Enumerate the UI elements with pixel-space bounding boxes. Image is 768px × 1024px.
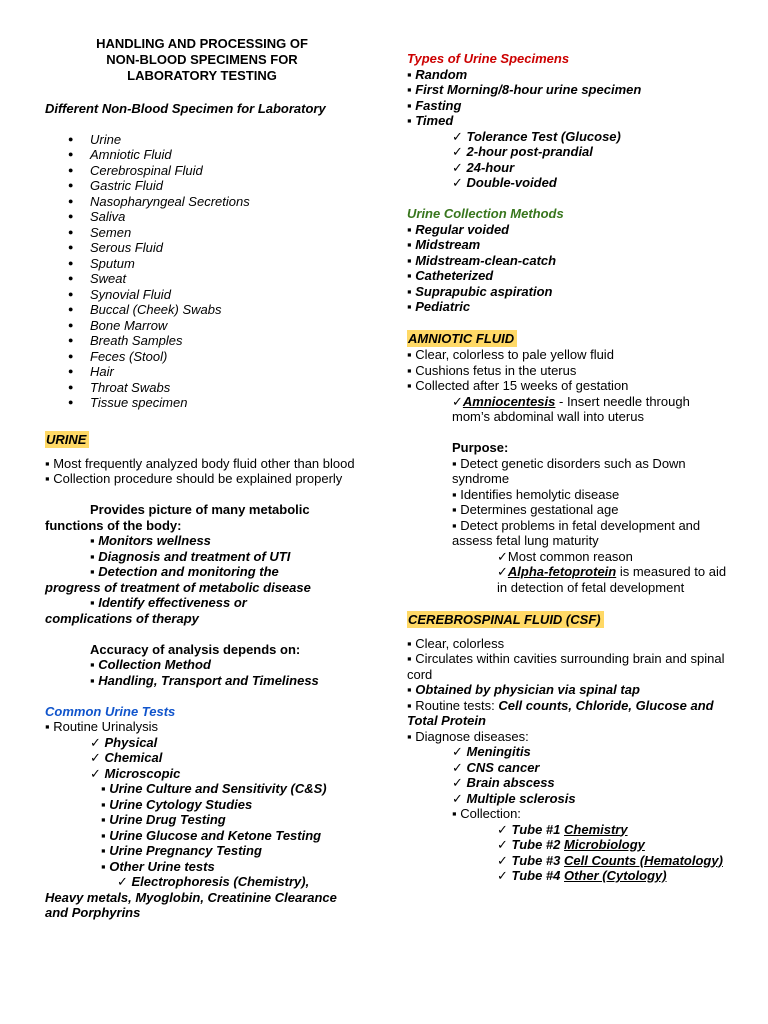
routine-check: ✓ Chemical — [90, 750, 163, 765]
specimen-item: ● Semen — [45, 225, 363, 241]
urine-type-item: ▪ First Morning/8-hour urine specimen — [407, 82, 642, 97]
urine-point: ▪ Collection procedure should be explained properly — [45, 471, 343, 486]
csf-routine-tests — [407, 698, 729, 729]
specimen-item: ● Cerebrospinal Fluid — [45, 163, 363, 179]
amniotic-point: ▪ Collected after 15 weeks of gestation — [407, 378, 629, 393]
urine-types-heading: Types of Urine Specimens — [407, 51, 570, 66]
title-line-1: HANDLING AND PROCESSING OF — [96, 36, 308, 51]
purpose-point: ▪ Detect problems in fetal development and assess fetal lung maturity — [452, 517, 701, 548]
left-column — [45, 36, 363, 921]
specimen-item: ● Amniotic Fluid — [45, 147, 363, 163]
amniotic-point: ▪ Cushions fetus in the uterus — [407, 362, 577, 378]
tube-prefix: ✓ Tube #3 — [497, 852, 565, 868]
csf-disease: ✓ Multiple sclerosis — [452, 790, 576, 806]
tube-name: Other (Cytology) — [564, 868, 667, 883]
purpose-point: ▪ Identifies hemolytic disease — [452, 486, 620, 502]
urine-type-item: ▪ Fasting — [407, 97, 462, 113]
metabolic-item: ▪ Diagnosis and treatment of UTI — [90, 548, 291, 564]
specimen-item: ● Sputum — [45, 256, 363, 272]
csf-disease: ✓ Brain abscess — [452, 775, 555, 790]
document-title — [45, 36, 363, 84]
collection-method-item: ▪ Suprapubic aspiration — [407, 283, 553, 299]
specimen-item: ● Bone Marrow — [45, 318, 363, 334]
amniocentesis-item — [407, 394, 729, 425]
specimen-item: ● Breath Samples — [45, 333, 363, 349]
metabolic-item: progress of treatment of metabolic disease — [45, 579, 311, 595]
specimen-list — [45, 132, 363, 411]
csf-routine-list: Cell counts, Chloride, Glucose and Total Protein — [407, 697, 714, 728]
specimen-item: ● Throat Swabs — [45, 380, 363, 396]
routine-check: ✓ Physical — [90, 734, 158, 750]
csf-tube — [407, 868, 729, 884]
timed-check: ✓ Double-voided — [452, 175, 557, 190]
urine-test-item: ▪ Urine Glucose and Ketone Testing — [101, 827, 322, 843]
electrophoresis-item: ✓ Electrophoresis (Chemistry), — [117, 874, 310, 889]
urine-test-item: ▪ Urine Drug Testing — [101, 812, 226, 827]
csf-disease: ✓ CNS cancer — [452, 759, 540, 775]
collection-method-item: ▪ Catheterized — [407, 268, 494, 283]
csf-collection: ▪ Collection: — [452, 806, 521, 821]
title-line-2: NON-BLOOD SPECIMENS FOR — [106, 52, 298, 67]
amniocentesis-desc: - Insert needle through mom’s abdominal wall into uterus — [452, 393, 690, 424]
urine-tests-heading: Common Urine Tests — [45, 703, 176, 719]
collection-method-item: ▪ Pediatric — [407, 299, 471, 314]
afp-desc: is measured to aid in detection of fetal development — [497, 564, 727, 595]
metabolic-item: complications of therapy — [45, 610, 199, 626]
urine-test-item: ▪ Urine Cytology Studies — [101, 796, 253, 812]
routine-check: ✓ Microscopic — [90, 765, 181, 781]
urine-type-item: ▪ Random — [407, 66, 468, 82]
timed-check: ✓ 24-hour — [452, 159, 515, 175]
purpose-point: ▪ Determines gestational age — [452, 502, 619, 517]
specimen-item: ● Hair — [45, 364, 363, 380]
urine-test-item: ▪ Other Urine tests — [101, 858, 215, 874]
metabolic-item: ▪ Detection and monitoring the — [90, 564, 279, 579]
afp-item — [407, 564, 729, 595]
tube-prefix: ✓ Tube #4 — [497, 868, 565, 883]
electrophoresis-continued: Heavy metals, Myoglobin, Creatinine Clearance and Porphyrins — [45, 889, 337, 920]
csf-tube — [407, 837, 729, 853]
specimen-item: ● Sweat — [45, 271, 363, 287]
accuracy-item: ▪ Handling, Transport and Timeliness — [90, 672, 319, 688]
tube-name: Microbiology — [564, 837, 645, 852]
csf-disease: ✓ Meningitis — [452, 744, 531, 759]
specimen-item: ● Synovial Fluid — [45, 287, 363, 303]
metabolic-item: ▪ Monitors wellness — [90, 533, 211, 548]
purpose-heading: Purpose: — [452, 440, 509, 455]
purpose-point: ▪ Detect genetic disorders such as Down syndrome — [452, 455, 686, 486]
collection-method-item: ▪ Midstream — [407, 237, 481, 252]
tube-name: Chemistry — [564, 821, 628, 837]
timed-check: ✓ 2-hour post-prandial — [452, 144, 593, 159]
specimen-item: ● Feces (Stool) — [45, 349, 363, 365]
right-column — [407, 51, 729, 884]
urine-heading: URINE — [45, 431, 89, 448]
csf-tube — [407, 822, 729, 838]
purpose-check: ✓Most common reason — [497, 548, 633, 564]
amniotic-heading: AMNIOTIC FLUID — [407, 330, 517, 347]
specimen-item: ● Saliva — [45, 209, 363, 225]
afp-term: Alpha-fetoprotein — [507, 564, 617, 579]
csf-point: ▪ Circulates within cavities surrounding brain and spinal cord — [407, 651, 725, 682]
urine-test-item: ▪ Urine Culture and Sensitivity (C&S) — [101, 781, 327, 796]
urine-test-item: ▪ Urine Pregnancy Testing — [101, 843, 262, 858]
routine-urinalysis: ▪ Routine Urinalysis — [45, 719, 158, 734]
urine-type-item: ▪ Timed — [407, 113, 454, 128]
amniotic-point: ▪ Clear, colorless to pale yellow fluid — [407, 347, 614, 362]
csf-obtained: ▪ Obtained by physician via spinal tap — [407, 682, 640, 697]
specimen-item: ● Buccal (Cheek) Swabs — [45, 302, 363, 318]
collection-method-item: ▪ Midstream-clean-catch — [407, 252, 557, 268]
specimen-list-heading: Different Non-Blood Specimen for Laboratory — [45, 101, 326, 116]
accuracy-heading: Accuracy of analysis depends on: — [90, 641, 301, 657]
check-mark: ✓ — [452, 393, 463, 409]
title-line-3: LABORATORY TESTING — [127, 68, 277, 83]
collection-method-item: ▪ Regular voided — [407, 221, 510, 237]
accuracy-item: ▪ Collection Method — [90, 657, 211, 672]
tube-prefix: ✓ Tube #1 — [497, 821, 565, 837]
tube-prefix: ✓ Tube #2 — [497, 837, 565, 852]
specimen-item: ● Serous Fluid — [45, 240, 363, 256]
specimen-item: ● Tissue specimen — [45, 395, 363, 411]
metabolic-heading: Provides picture of many metabolic functions of the body: — [45, 502, 310, 533]
metabolic-item: ▪ Identify effectiveness or — [90, 595, 247, 610]
specimen-item: ● Nasopharyngeal Secretions — [45, 194, 363, 210]
check-mark: ✓ — [497, 564, 508, 579]
timed-check: ✓ Tolerance Test (Glucose) — [452, 128, 621, 144]
specimen-item: ● Urine — [45, 132, 363, 148]
csf-diagnose: ▪ Diagnose diseases: — [407, 728, 529, 744]
tube-name: Cell Counts (Hematology) — [564, 852, 723, 868]
csf-point: ▪ Clear, colorless — [407, 635, 505, 651]
csf-tube — [407, 853, 729, 869]
csf-heading: CEREBROSPINAL FLUID (CSF) — [407, 611, 604, 628]
urine-point: ▪ Most frequently analyzed body fluid other than blood — [45, 455, 355, 471]
collection-methods-heading: Urine Collection Methods — [407, 206, 564, 221]
amniocentesis-term: Amniocentesis — [462, 393, 556, 409]
specimen-item: ● Gastric Fluid — [45, 178, 363, 194]
csf-routine-prefix: ▪ Routine tests: — [407, 697, 499, 713]
